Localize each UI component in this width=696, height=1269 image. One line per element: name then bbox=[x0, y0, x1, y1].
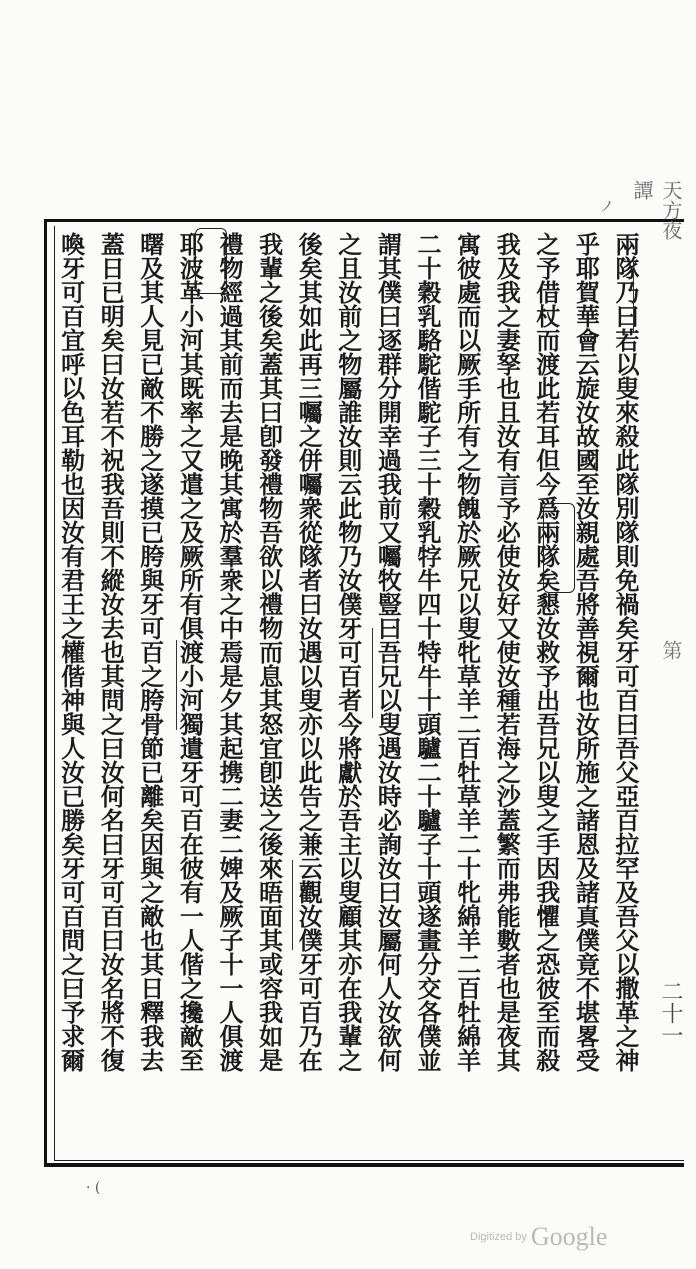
text-column: 耶波革小河其既率之又遣之及厥所有俱渡小河獨遺牙可百在彼有一人偕之攙敵至 bbox=[175, 232, 205, 1072]
watermark-brand: Google bbox=[530, 1222, 608, 1251]
name-underline bbox=[633, 260, 634, 332]
text-column: 寓彼處而以厥手所有之物餽於厥兄以叟牝草羊二百牡草羊二十牝綿羊二百牡綿羊 bbox=[452, 232, 482, 1072]
running-header-title: 天方夜譚 bbox=[630, 180, 683, 240]
text-column: 我及我之妻孥也且汝有言予必使汝好又使汝種若海之沙蓋繁而弗能數者也是夜其 bbox=[492, 232, 522, 1072]
proper-noun-mark bbox=[543, 503, 575, 593]
proper-noun-mark bbox=[195, 228, 227, 294]
text-column: 蓋日已明矣曰汝若不祝我吾則不縱汝去也其問之曰汝何名曰牙可百曰汝名將不復 bbox=[96, 232, 126, 1072]
digitization-watermark bbox=[470, 1222, 690, 1258]
running-header-volume: 第 bbox=[659, 640, 683, 660]
text-column: 喚牙可百宜呼以色耳勒也因汝有君王之權偕神與人汝已勝矣牙可百問之曰予求爾 bbox=[56, 232, 86, 1072]
text-column: 二十穀乳駱駝偕駝子三十穀乳牸牛四十特牛十頭驢二十驢子十頭遂畫分交各僕並 bbox=[413, 232, 442, 1072]
page-number: 二十一 bbox=[658, 980, 683, 1046]
text-column: 禮物經過其前而去是晚其寓於羣衆之中焉是夕其起携二妻二婢及厥子十一人俱渡 bbox=[215, 232, 244, 1072]
text-column: 兩隊乃曰若以叟來殺此隊別隊則免禍矣牙可百曰吾父亞百拉罕及吾父以撒革之神 bbox=[611, 232, 640, 1072]
name-underline bbox=[372, 628, 373, 718]
text-column: 謂其僕曰逐群分開幸過我前又囑牧豎曰吾兄以叟遇汝時必詢汝曰汝屬何人汝欲何 bbox=[373, 232, 403, 1072]
margin-mark: ノ bbox=[600, 199, 614, 215]
text-column: 後矣其如此再三囑之併囑衆從隊者曰汝遇以叟亦以此告之兼云觀汝僕牙可百乃在 bbox=[294, 232, 324, 1072]
text-column: 乎耶賀華會云旋汝故國至汝親處吾將善視爾也汝所施之諸恩及諸真僕竟不堪畧受 bbox=[571, 232, 601, 1072]
name-underline bbox=[292, 860, 293, 950]
margin-mark: · ( bbox=[86, 1180, 101, 1196]
name-underline bbox=[176, 640, 177, 730]
text-column: 之且汝前之物屬誰汝則云此物乃汝僕牙可百者今將獻於吾主以叟顧其亦在我輩之 bbox=[333, 232, 363, 1072]
text-column: 之予借杖而渡此若耳但今爲兩隊矣懇汝救予出吾兄以叟之手因我懼之恐彼至而殺 bbox=[531, 232, 561, 1072]
text-column: 我輩之後矣蓋其曰卽發禮物吾欲以禮物而息其怒宜卽送之後來晤面其或容我如是 bbox=[254, 232, 284, 1072]
text-column: 曙及其人見已敵不勝之遂摸已胯與牙可百之胯骨節已離矣因與之敵也其日釋我去 bbox=[135, 232, 165, 1072]
watermark-prefix: Digitized by bbox=[470, 1231, 527, 1243]
